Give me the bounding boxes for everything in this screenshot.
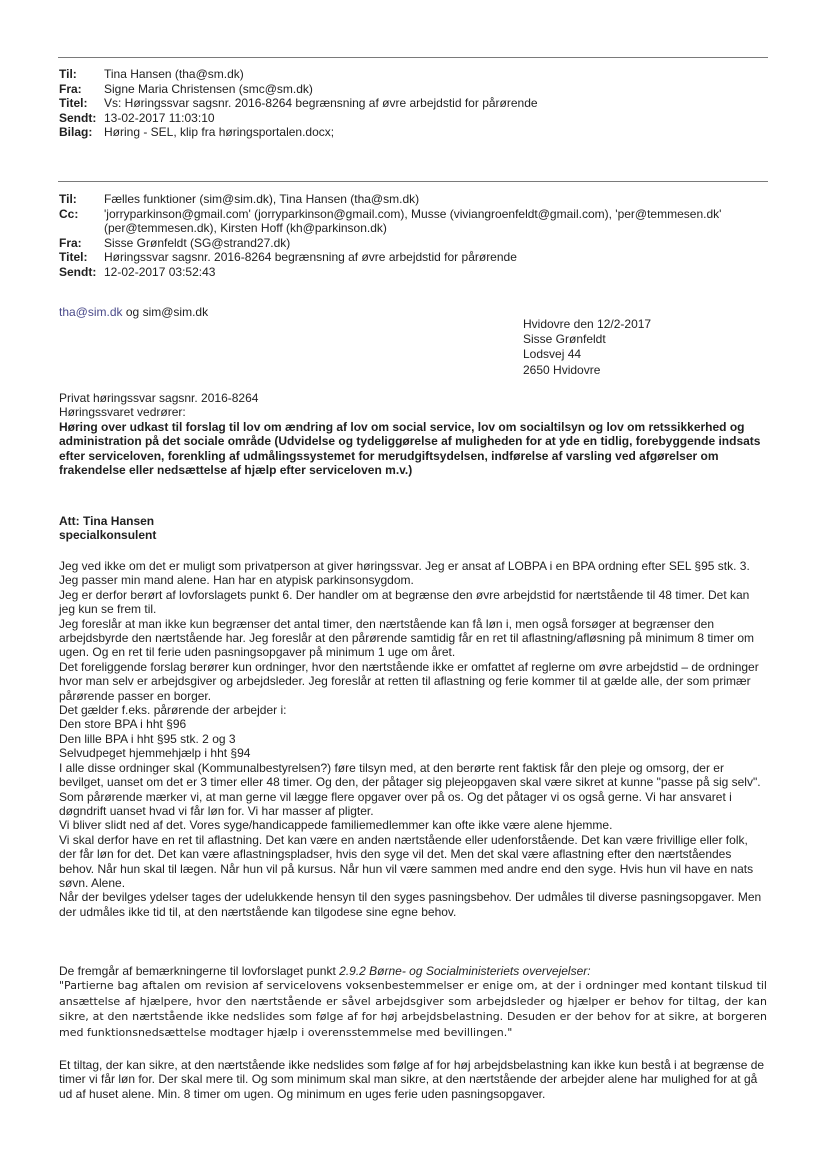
header-label: Til: [59,192,77,206]
address-street: Lodsvej 44 [523,347,582,362]
body-paragraph: Som pårørende mærker vi, at man gerne vil lægge flere opgaver over på os. Og det påtager vi os også gerne. Vi har ansvaret i døgndrift uanset hvad vi får løn for. Vi har masser af pligter. [59,789,732,818]
recipient-emails [59,305,208,319]
body-paragraph: Den lille BPA i hht §95 stk. 2 og 3 [59,731,236,746]
email-joiner: og [122,305,143,319]
header-label: Titel: [59,96,88,111]
header-row-from [59,82,779,97]
header-row-to [59,192,779,207]
header-value: Fælles funktioner (sim@sim.dk), Tina Hansen (tha@sm.dk) [104,192,420,206]
email-link[interactable]: tha@sim.dk [59,305,123,319]
separator-line [58,57,768,58]
header-label: Bilag: [59,125,93,140]
address-city: 2650 Hvidovre [523,362,601,377]
header-label: Til: [59,67,77,81]
header-row-attachment [59,125,779,140]
body-paragraph: Jeg ved ikke om det er muligt som privatperson at giver høringssvar. Jeg er ansat af LOBPA i en BPA ordning efter SEL §95 stk. 3. Jeg passer min mand alene. Han har en atypisk parkinsonsygdom. [59,559,750,588]
body-paragraph: Selvudpeget hjemmehjælp i hht §94 [59,746,251,761]
body-paragraph: Det gælder f.eks. pårørende der arbejder i: [59,703,287,718]
header-row-sent [59,265,779,280]
header-label: Sendt: [59,264,97,279]
forward-header [59,67,779,140]
reference-block [59,964,767,1040]
closing-paragraph: Et tiltag, der kan sikre, at den nærtstående ikke nedslides som følge af for høj arbejdsbelastning kan ikke kun bestå i at begrænse de timer vi får løn for. Der skal mere til. Og som minimum skal man sikre, at den nærtstående der arbejder alene har mulighed for at gå ud af huset alene. Min. 8 timer om ugen. Og minimum en uges ferie uden pasningsopgaver. [59,1058,765,1101]
attention-title: specialkonsulent [59,528,157,543]
body-paragraph: Det foreliggende forslag berører kun ordninger, hvor den nærtstående ikke er omfattet af reglerne om øvre arbejdstid – de ordninger hvor man selv er arbejdsgiver og arbejdsleder. Jeg foreslår at retten til aflastning og ferie kommer til at gælde alle, der som primær pårørende passer en borger. [59,659,759,703]
subject-block [59,391,767,477]
header-value: 12-02-2017 03:52:43 [104,264,216,279]
body-paragraph: Vi bliver slidt ned af det. Vores syge/handicappede familiemedlemmer kan ofte ikke være alene hjemme. [59,818,613,833]
body-paragraph: Den store BPA i hht §96 [59,717,187,732]
email-text: sim@sim.dk [142,305,209,319]
header-label: Sendt: [59,110,97,125]
reference-quote: "Partierne bag aftalen om revision af servicelovens voksenbestemmelser er enige om, at der i ordninger med kontant tilskud til ansættelse af hjælpere, hvor den nærtstående er såvel arbejdsgiver som arbejdsleder og hjælper er behov for tiltag, der kan sikre, at den nærtstående ikke nedslides som følge af for høj arbejdsbelastning. Desuden er der behov for at sikre, at borgeren med funktionsnedsættelse modtager hjælp i overensstemmelse med bevillingen." [59,979,767,1039]
address-place-date: Hvidovre den 12/2-2017 [523,317,652,331]
header-value: 13-02-2017 11:03:10 [104,110,215,125]
header-value: Sisse Grønfeldt (SG@strand27.dk) [104,235,291,250]
closing-block [59,1058,767,1101]
body-paragraph: Jeg foreslår at man ikke kun begrænser det antal timer, den nærtstående kan få løn i, men også forsøger at begrænser den arbejdsbyrde den nærtstående har. Jeg foreslår at den pårørende samtidig får en ret til aflastning/afløsning på minimum 8 timer om ugen. Og en ret til ferie uden pasningsopgaver på minimum 1 uge om året. [59,616,755,660]
header-row-title [59,250,779,265]
header-value: Tina Hansen (tha@sm.dk) [104,67,244,81]
header-label: Fra: [59,235,82,250]
header-value: 'jorryparkinson@gmail.com' (jorryparkinson@gmail.com), Musse (viviangroenfeldt@gmail.com), 'per@temmesen.dk' [104,206,722,221]
header-value: Vs: Høringssvar sagsnr. 2016-8264 begrænsning af øvre arbejdstid for pårørende [104,96,538,111]
header-row-to [59,67,779,82]
separator-line [58,181,768,182]
body-text [59,559,767,919]
attention-block [59,514,767,543]
reference-intro: De fremgår af bemærkningerne til lovforslaget punkt [59,964,340,978]
header-label: Titel: [59,250,88,265]
header-value: (per@temmesen.dk), Kirsten Hoff (kh@parkinson.dk) [104,221,387,236]
body-paragraph: Når der bevilges ydelser tages der udelukkende hensyn til den syges pasningsbehov. Der udmåles til diverse pasningsopgaver. Men der udmåles ikke tid til, at den nærtstående kan tilgodese sine egne behov. [59,890,762,919]
header-value: Signe Maria Christensen (smc@sm.dk) [104,81,313,96]
header-value: Høringssvar sagsnr. 2016-8264 begrænsning af øvre arbejdstid for pårørende [104,250,517,265]
subject-line: Høringssvaret vedrører: [59,405,186,420]
body-paragraph: Vi skal derfor have en ret til aflastning. Det kan være en anden nærtstående eller udenforstående. Det kan være frivillige eller folk, der får løn for det. Det kan være aflastningspladser, hvis den syge vil det. Men det skal være aflastning efter den nærtståendes behov. Når hun skal til lægen. Når hun vil på kursus. Når hun vil være sammen med andre end den syge. Hvis hun vil have en nats søvn. Alene. [59,832,754,890]
header-row-cc-cont [59,221,779,236]
header-label: Cc: [59,206,79,221]
reference-section: 2.9.2 Børne- og Socialministeriets overvejelser: [339,964,591,978]
header-row-from [59,236,779,251]
header-row-sent [59,111,779,126]
sender-address [523,317,651,378]
header-value: Høring - SEL, klip fra høringsportalen.docx; [104,125,335,140]
body-paragraph: I alle disse ordninger skal (Kommunalbestyrelsen?) føre tilsyn med, at den berørte rent faktisk får den pleje og omsorg, der er bevilget, uanset om det er 3 timer eller 48 timer. Og den, der påtager sig plejeopgaven skal være sikret at kunne "passe på sig selv". [59,760,761,790]
original-header [59,192,779,280]
address-name: Sisse Grønfeldt [523,332,606,347]
attention-name: Att: Tina Hansen [59,514,155,528]
header-row-cc [59,207,779,222]
subject-bold: Høring over udkast til forslag til lov om ændring af lov om social service, lov om socialtilsyn og lov om retssikkerhed og administration på det sociale område (Udvidelse og tydeliggørelse af muligheden for at yde en tidlig, forebyggende indsats efter serviceloven, forenkling af udmålingssystemet for merudgiftsydelsen, indførelse af varsling ved afgørelser om frakendelse eller nedsættelse af hjælp efter serviceloven m.v.) [59,419,761,478]
header-row-title [59,96,779,111]
subject-line: Privat høringssvar sagsnr. 2016-8264 [59,391,259,405]
header-label: Fra: [59,81,82,96]
body-paragraph: Jeg er derfor berørt af lovforslagets punkt 6. Der handler om at begrænse den øvre arbejdstid for nærtstående til 48 timer. Det kan jeg kun se frem til. [59,587,750,617]
reference-intro-line [59,964,767,978]
